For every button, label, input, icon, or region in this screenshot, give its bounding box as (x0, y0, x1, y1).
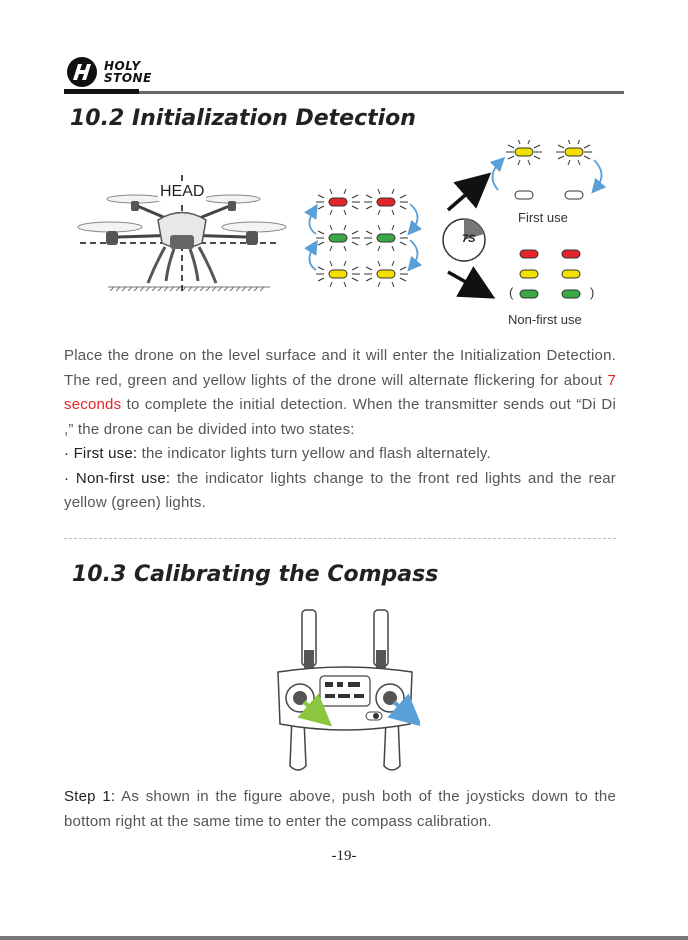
bullet-non-first-use (64, 467, 616, 516)
led-green-left (329, 234, 347, 242)
holy-stone-logo (64, 54, 154, 90)
section-title-compass: 10.3 Calibrating the Compass (72, 562, 439, 587)
bullet1-text: the indicator lights turn yellow and flash alternately. (137, 445, 491, 462)
head-label: HEAD (160, 183, 205, 200)
first-use-label: First use (518, 210, 568, 225)
logo-text-holy: HOLY (104, 59, 141, 73)
led-yellow-right (377, 270, 395, 278)
led-yellow-left (329, 270, 347, 278)
timer-branch-diagram (436, 140, 616, 310)
bullet-first-use (64, 442, 616, 467)
non-first-use-label: Non-first use (508, 312, 582, 327)
timer-label: 7S (462, 233, 476, 245)
para1-text-b: to complete the initial detection. When the transmitter sends out “Di Di ,” the drone can be divided into two states: (64, 396, 616, 438)
compass-step1-paragraph (64, 785, 616, 834)
para1-text-a: Place the drone on the level surface and it will enter the Initialization Detection. The red, green and yellow lights of the drone will alternate flickering for about (64, 347, 616, 389)
bullet1-label: · First use: (64, 445, 138, 462)
logo-mark-icon (64, 54, 100, 90)
transmitter-illustration (270, 606, 420, 774)
para1-highlight: 7 seconds (64, 371, 616, 413)
paren-close: ) (590, 285, 595, 300)
section-divider (64, 538, 616, 539)
led-cycle-diagram (296, 188, 430, 294)
step1-label: Step 1: (64, 788, 116, 805)
section-title-initialization: 10.2 Initialization Detection (70, 106, 416, 131)
logo-text-stone: STONE (104, 71, 152, 85)
footer-rule (0, 936, 688, 940)
header-rule-accent (64, 89, 139, 94)
led-red-left (329, 198, 347, 206)
led-green-right (377, 234, 395, 242)
bullet2-text: the indicator lights change to the front red lights and the rear yellow (green) lights. (64, 469, 616, 511)
paren-open: ( (509, 285, 514, 300)
logo-text (104, 60, 152, 84)
led-red-right (377, 198, 395, 206)
step1-text: As shown in the figure above, push both of the joysticks down to the bottom right at the same time to enter the compass calibration. (64, 788, 617, 830)
bullet2-label: · Non-first use: (64, 469, 171, 487)
page-number: -19- (331, 848, 357, 864)
initialization-paragraph (64, 344, 616, 516)
header-rule (64, 91, 624, 94)
